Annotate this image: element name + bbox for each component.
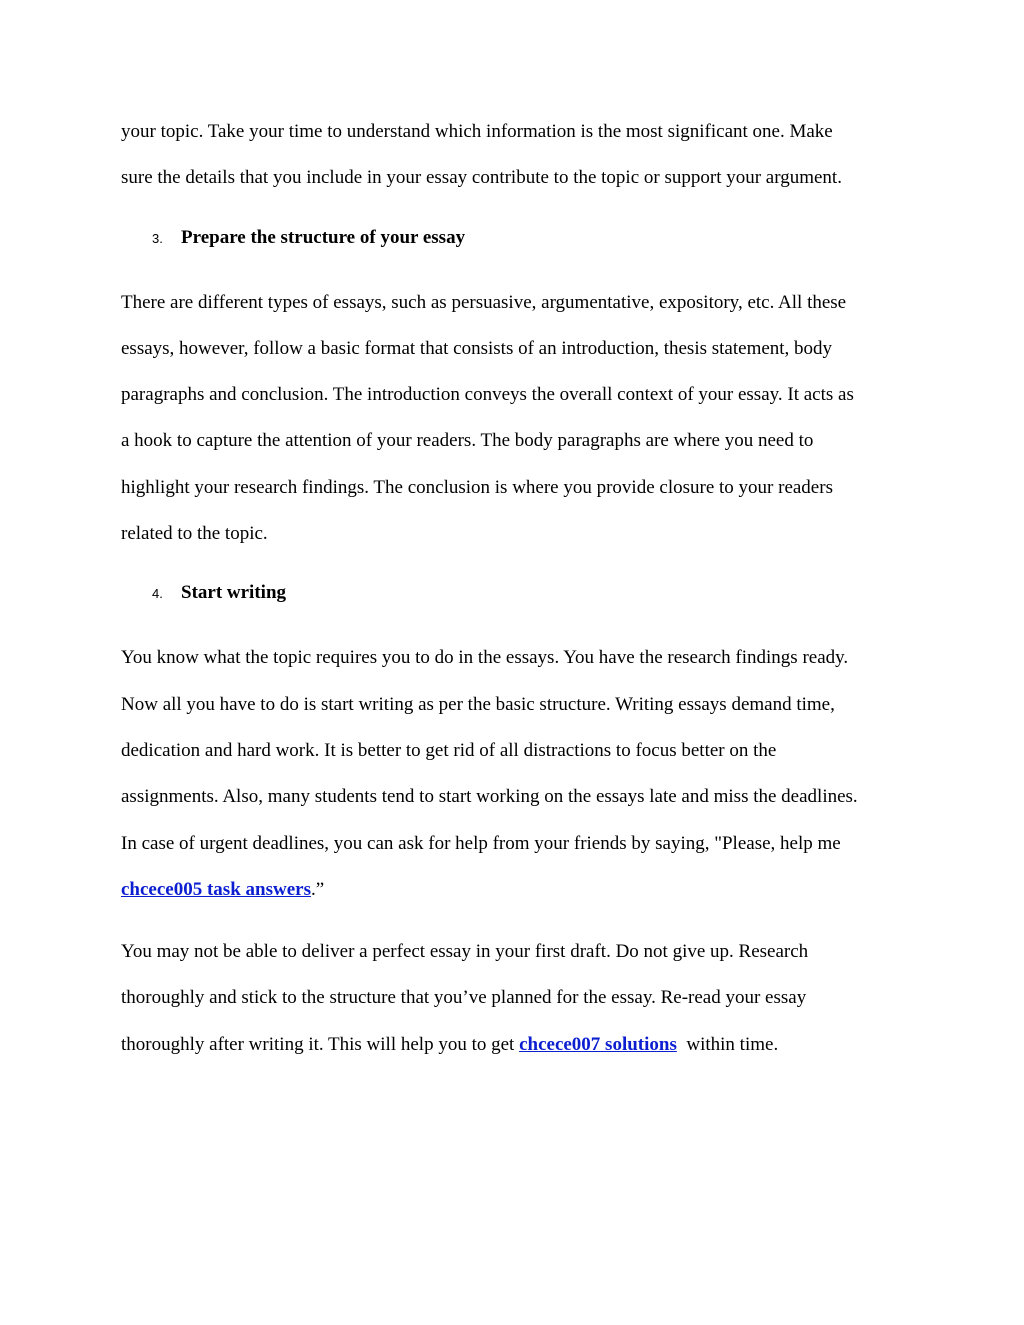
- link-suffix: .”: [310, 878, 325, 900]
- text-line: essays, however, follow a basic format that consists of an introduction, thesis statement, body: [121, 337, 833, 359]
- text-line: You may not be able to deliver a perfect essay in your first draft. Do not give up. Research: [121, 941, 809, 963]
- section-heading-4: [121, 579, 911, 641]
- text-line: assignments. Also, many students tend to start working on the essays late and miss the deadlines.: [121, 786, 858, 808]
- heading-title: Start writing: [181, 582, 287, 604]
- text-line: a hook to capture the attention of your readers. The body paragraphs are where you need to: [121, 430, 814, 452]
- chcece005-task-answers-link[interactable]: chcece005 task answers: [121, 878, 311, 900]
- text-line: your topic. Take your time to understand which information is the most significant one. Make: [121, 121, 833, 142]
- text-line-with-link: [121, 1028, 911, 1074]
- section-heading-3: [121, 224, 911, 286]
- text-line-with-link: [121, 873, 911, 919]
- heading-number: 3.: [152, 230, 163, 246]
- text-line: There are different types of essays, such as persuasive, argumentative, expository, etc. All these: [121, 291, 847, 313]
- text-line: sure the details that you include in your essay contribute to the topic or support your argument.: [121, 167, 842, 189]
- structure-paragraph: [121, 286, 911, 564]
- writing-paragraph: [121, 641, 911, 919]
- link-suffix: within time.: [676, 1033, 779, 1055]
- text-line: thoroughly and stick to the structure that you’ve planned for the essay. Re-read your essay: [121, 987, 807, 1009]
- text-line: paragraphs and conclusion. The introduction conveys the overall context of your essay. It acts as: [121, 384, 854, 406]
- chcece007-solutions-link[interactable]: chcece007 solutions: [519, 1033, 677, 1055]
- text-line: related to the topic.: [121, 523, 268, 545]
- final-paragraph: [121, 935, 911, 1074]
- heading-number: 4.: [152, 586, 163, 602]
- text-line: Now all you have to do is start writing as per the basic structure. Writing essays demand time,: [121, 693, 835, 715]
- heading-title: Prepare the structure of your essay: [181, 226, 466, 248]
- text-line: In case of urgent deadlines, you can ask for help from your friends by saying, "Please, help me: [121, 832, 841, 854]
- text-line: You know what the topic requires you to do in the essays. You have the research findings ready.: [121, 647, 849, 669]
- document-body: [121, 115, 911, 1074]
- text-line: dedication and hard work. It is better to get rid of all distractions to focus better on the: [121, 739, 777, 761]
- intro-paragraph: [121, 115, 911, 208]
- link-prefix: thoroughly after writing it. This will help you to get: [121, 1033, 520, 1055]
- text-line: highlight your research findings. The conclusion is where you provide closure to your readers: [121, 476, 833, 498]
